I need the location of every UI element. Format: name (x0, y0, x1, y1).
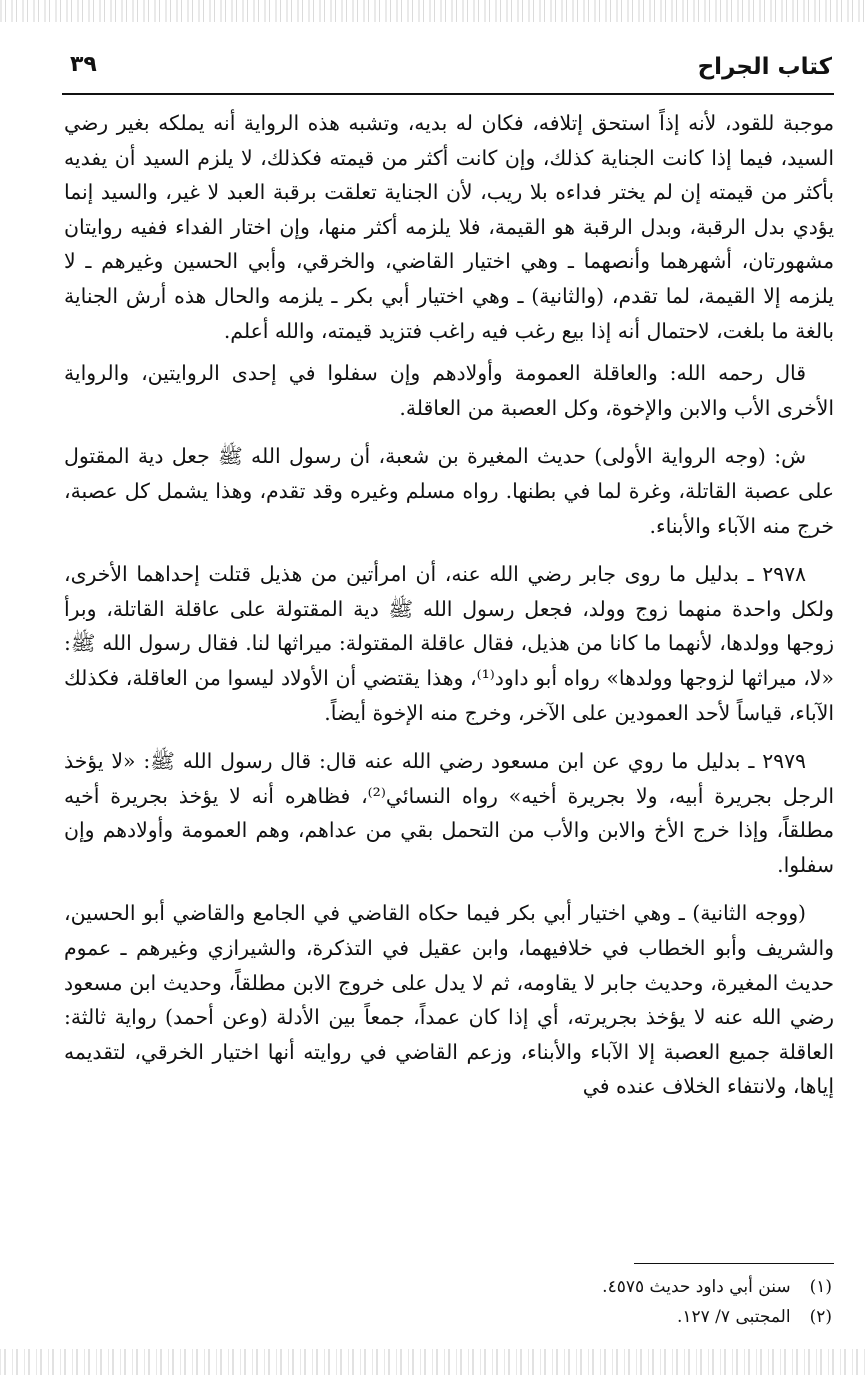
running-header (62, 48, 832, 88)
paragraph: (ووجه الثانية) ـ وهي اختيار أبي بكر فيما حكاه القاضي في الجامع والقاضي أبو الحسين، والشريف وأبو الخطاب في خلافيهما، وابن عقيل في التذكرة، والشيرازي وغيرهم ـ عموم حديث المغيرة، وحديث جابر لا يقاومه، ثم لا يدل على خروج الابن مطلقاً، وحديث ابن مسعود رضي الله عنه لا يؤخذ بجريرته، أي إذا كان عمداً، جمعاً بين الأدلة (وعن أحمد) رواية ثالثة: العاقلة جميع العصبة إلا الآباء والأبناء، وزعم القاضي في روايته أنها اختيار الخرقي، لتقديمه إياها، ولانتفاء الخلاف عنده في (64, 901, 834, 1099)
footnote (64, 1272, 832, 1302)
footnote-text: المجتبى ٧/ ١٢٧. (676, 1307, 791, 1327)
paragraph: ٢٩٧٨ ـ بدليل ما روى جابر رضي الله عنه، أن امرأتين من هذيل قتلت إحداهما الأخرى، ولكل واحدة منهما زوج وولد، فجعل رسول الله ﷺ دية المقتولة على عاقلة القاتلة، وبرأ زوجها وولدها، لأنهما ما كانا من هذيل، فقال عاقلة المقتولة: ميراثها لنا. فقال رسول الله ﷺ: «لا، ميراثها لزوجها وولدها» رواه أبو داود⁽¹⁾، وهذا يقتضي أن الأولاد ليسوا من العاقلة، فكذلك الآباء، قياساً لأحد العمودين على الآخر، وخرج منه الإخوة أيضاً. (64, 562, 834, 725)
footnotes (64, 1272, 832, 1332)
paragraph: موجبة للقود، لأنه إذاً استحق إتلافه، فكان له بديه، وتشبه هذه الرواية أنه يملكه بغير رضي السيد، فيما إذا كانت الجناية كذلك، وإن كانت أكثر من قيمته فكذلك، لا يلزم السيد أن يفديه بأكثر من قيمته إن لم يختر فداءه بلا ريب، لأن الجناية تعلقت برقبة العبد لا غير، والسيد إنما يؤدي بدل الرقبة، وبدل الرقبة هو القيمة، فلا يلزمه أكثر منها، وإن اختار الفداء ففيه روايتان مشهورتان، أشهرهما وأنصهما ـ وهي اختيار القاضي، والخرقي، وأبي الحسين وغيرهم ـ لا يلزمه إلا القيمة، لما تقدم، (والثانية) ـ وهي اختيار أبي بكر ـ يلزمه والحال هذه أرش الجناية بالغة ما بلغت، لاحتمال أنه إذا بيع رغب فيه راغب فتزيد قيمته، والله أعلم. (64, 111, 834, 343)
book-title: كتاب الجراح (697, 54, 832, 80)
scan-edge-bottom (0, 1349, 868, 1375)
footnote-number: (١) (809, 1277, 832, 1297)
footnote-rule (634, 1263, 834, 1264)
footnote-text: سنن أبي داود حديث ٤٥٧٥. (602, 1277, 791, 1297)
footnote (64, 1302, 832, 1332)
page-body (64, 106, 834, 1104)
scan-edge-top (0, 0, 868, 22)
paragraph: ٢٩٧٩ ـ بدليل ما روي عن ابن مسعود رضي الله عنه قال: قال رسول الله ﷺ: «لا يؤخذ الرجل بجريرة أبيه، ولا بجريرة أخيه» رواه النسائي⁽²⁾، فظاهره أنه لا يؤخذ بجريرة أخيه مطلقاً، وإذا خرج الأخ والابن والأب من التحمل بقي من عداهم، وهم العمومة وأولادهم وإن سفلوا. (64, 749, 834, 877)
header-rule (62, 93, 834, 95)
page-number: ٣٩ (70, 52, 97, 77)
footnote-number: (٢) (809, 1307, 832, 1327)
paragraph: ش: (وجه الرواية الأولى) حديث المغيرة بن شعبة، أن رسول الله ﷺ جعل دية المقتول على عصبة القاتلة، وغرة لما في بطنها. رواه مسلم وغيره وقد تقدم، وهذا يشمل كل عصبة، خرج منه الآباء والأبناء. (64, 444, 834, 538)
paragraph: قال رحمه الله: والعاقلة العمومة وأولادهم وإن سفلوا في إحدى الروايتين، والرواية الأخرى الأب والابن والإخوة، وكل العصبة من العاقلة. (64, 361, 834, 420)
